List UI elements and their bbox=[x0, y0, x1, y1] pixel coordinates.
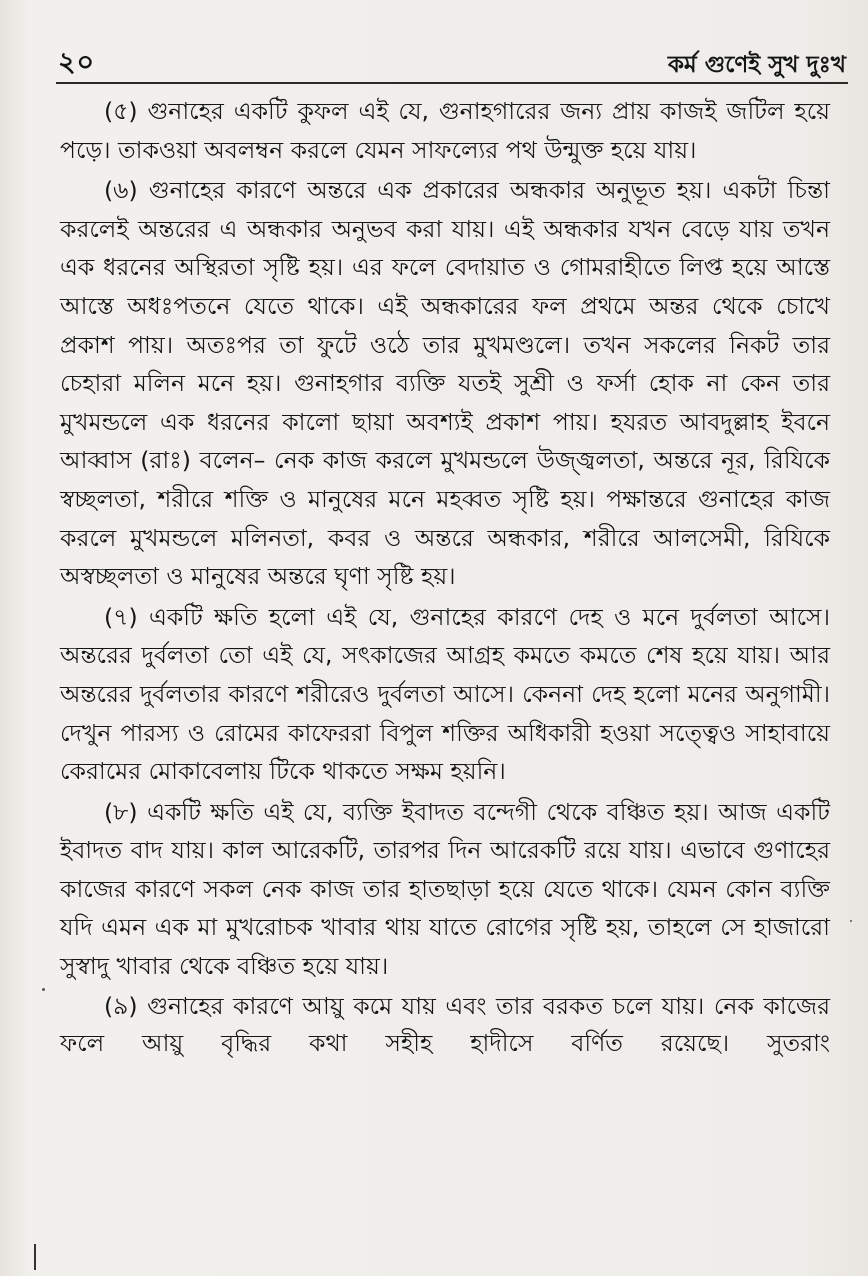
body-text bbox=[60, 92, 830, 1064]
paragraph-8: (৮) একটি ক্ষতি এই যে, ব্যক্তি ইবাদত বন্দেগী থেকে বঞ্চিত হয়। আজ একটি ইবাদত বাদ যায়। কাল আরেকটি, তারপর দিন আরেকটি রয়ে যায়। এভাবে গুণাহের কাজের কারণে সকল নেক কাজ তার হাতছাড়া হয়ে যেতে থাকে। যেমন কোন ব্যক্তি যদি এমন এক মা মুখরোচক খাবার থায় যাতে রোগের সৃষ্টি হয়, তাহলে সে হাজারো সুস্বাদু খাবার থেকে বঞ্চিত হয়ে যায়। bbox=[60, 797, 830, 981]
page-number: ২০ bbox=[58, 47, 96, 78]
paragraph-7: (৭) একটি ক্ষতি হলো এই যে, গুনাহের কারণে দেহ ও মনে দুর্বলতা আসে। অন্তরের দুর্বলতা তো এই যে, সৎকাজের আগ্রহ কমতে কমতে শেষ হয়ে যায়। আর অন্তরের দুর্বলতার কারণে শরীরেও দুর্বলতা আসে। কেননা দেহ হলো মনের অনুগামী। দেখুন পারস্য ও রোমের কাফেররা বিপুল শক্তির অধিকারী হওয়া সত্ত্বেও সাহাবায়ে কেরামের মোকাবেলায় টিকে থাকতে সক্ষম হয়নি। bbox=[60, 602, 830, 786]
running-title: কর্ম গুণেই সুখ দুঃখ bbox=[667, 52, 846, 78]
scan-speck bbox=[850, 920, 852, 922]
header-divider bbox=[56, 82, 848, 84]
page-edge-mark bbox=[34, 1244, 36, 1270]
page-header bbox=[0, 40, 868, 90]
paragraph-6: (৬) গুনাহের কারণে অন্তরে এক প্রকারের অন্ধকার অনুভূত হয়। একটা চিন্তা করলেই অন্তরের এ অন্ধকার অনুভব করা যায়। এই অন্ধকার যখন বেড়ে যায় তখন এক ধরনের অস্থিরতা সৃষ্টি হয়। এর ফলে বেদায়াত ও গোমরাহীতে লিপ্ত হয়ে আস্তে আস্তে অধঃপতনে যেতে থাকে। এই অন্ধকারের ফল প্রথমে অন্তর থেকে চোখে প্রকাশ পায়। অতঃপর তা ফুটে ওঠে তার মুখমণ্ডলে। তখন সকলের নিকট তার চেহারা মলিন মনে হয়। গুনাহগার ব্যক্তি যতই সুশ্রী ও ফর্সা হোক না কেন তার মুখমন্ডলে এক ধরনের কালো ছায়া অবশ্যই প্রকাশ পায়। হযরত আবদুল্লাহ ইবনে আব্বাস (রাঃ) বলেন– নেক কাজ করলে মুখমন্ডলে উজ্জ্বলতা, অন্তরে নূর, রিযিকে স্বচ্ছলতা, শরীরে শক্তি ও মানুষের মনে মহব্বত সৃষ্টি হয়। পক্ষান্তরে গুনাহের কাজ করলে মুখমন্ডলে মলিনতা, কবর ও অন্তরে অন্ধকার, শরীরে আলসেমী, রিযিকে অস্বচ্ছলতা ও মানুষের অন্তরে ঘৃণা সৃষ্টি হয়। bbox=[60, 176, 830, 591]
paragraph-5: (৫) গুনাহের একটি কুফল এই যে, গুনাহগারের জন্য প্রায় কাজই জটিল হয়ে পড়ে। তাকওয়া অবলম্বন করলে যেমন সাফল্যের পথ উন্মুক্ত হয়ে যায়। bbox=[60, 97, 830, 164]
paragraph-9: (৯) গুনাহের কারণে আয়ু কমে যায় এবং তার বরকত চলে যায়। নেক কাজের ফলে আয়ু বৃদ্ধির কথা সহীহ হাদীসে বর্ণিত রয়েছে। সুতরাং bbox=[60, 991, 830, 1058]
scan-speck bbox=[42, 988, 45, 991]
